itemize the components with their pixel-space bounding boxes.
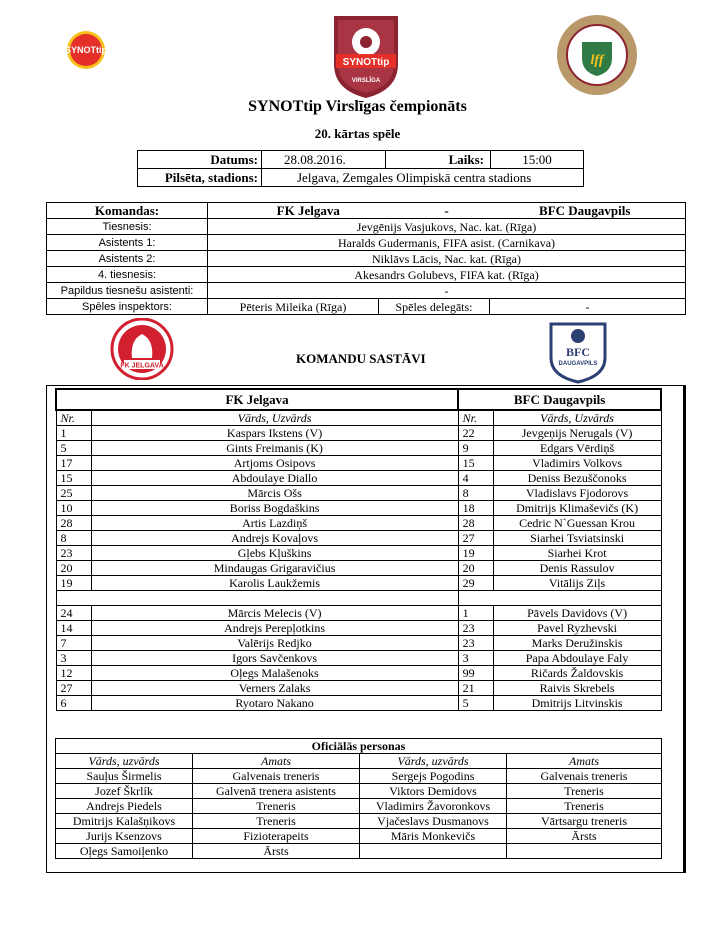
away-team-name: BFC Daugavpils (539, 202, 631, 218)
lineup-row (56, 501, 661, 516)
home-player-number: 1 (56, 426, 91, 441)
home-official-role: Treneris (193, 799, 360, 814)
delegate-label: Spēles delegāts: (379, 299, 490, 315)
away-player-name: Vladimirs Volkovs (493, 456, 661, 471)
venue-label: Pilsēta, stadions: (138, 169, 262, 187)
away-player-name: Jevgeņijs Nerugals (V) (493, 426, 661, 441)
referee-value: Jevgēnijs Vasjukovs, Nac. kat. (Rīga) (208, 219, 686, 235)
svg-text:SYNOTtip: SYNOTtip (65, 45, 107, 55)
lineup-row (56, 441, 661, 456)
team-officials-title: Oficiālās personas (56, 739, 662, 754)
teams-label: Komandas: (47, 203, 208, 219)
home-player-number: 3 (56, 651, 91, 666)
away-player-name: Siarhei Tsviatsinski (493, 531, 661, 546)
bfc-daugavpils-logo (547, 318, 609, 384)
away-official-name: Sergejs Pogodins (360, 769, 507, 784)
home-official-name: Jurijs Ksenzovs (56, 829, 193, 844)
away-player-number: 20 (458, 561, 493, 576)
home-player-name: Mārcis Ošs (91, 486, 458, 501)
delegate-value: - (490, 299, 686, 315)
away-player-number: 8 (458, 486, 493, 501)
away-player-number: 21 (458, 681, 493, 696)
away-official-role-header: Amats (507, 754, 662, 769)
away-official-role: Treneris (507, 799, 662, 814)
away-official-role: Vārtsargu treneris (507, 814, 662, 829)
home-name-header: Vārds, Uzvārds (91, 410, 458, 426)
away-player-name: Marks Deružinskis (493, 636, 661, 651)
home-player-number: 24 (56, 606, 91, 621)
away-official-name: Vjačeslavs Dusmanovs (360, 814, 507, 829)
lineup-row (56, 636, 661, 651)
away-player-name: Siarhei Krot (493, 546, 661, 561)
away-player-name: Pavel Ryzhevski (493, 621, 661, 636)
page-title: SYNOTtip Virslīgas čempionāts (248, 98, 467, 115)
home-player-number: 23 (56, 546, 91, 561)
home-player-number: 14 (56, 621, 91, 636)
referees-table (46, 202, 686, 315)
away-player-name: Ričards Žaldovskis (493, 666, 661, 681)
lineup-row (56, 576, 661, 591)
home-player-name: Artjoms Osipovs (91, 456, 458, 471)
home-player-name: Andrejs Kovaļovs (91, 531, 458, 546)
away-player-number: 99 (458, 666, 493, 681)
date-label: Datums: (138, 151, 262, 169)
away-player-number: 9 (458, 441, 493, 456)
svg-text:lff: lff (590, 53, 604, 68)
away-player-number: 4 (458, 471, 493, 486)
teams-row (208, 203, 686, 219)
home-player-number: 17 (56, 456, 91, 471)
svg-text:DAUGAVPILS: DAUGAVPILS (558, 361, 598, 367)
away-player-name: Vladislavs Fjodorovs (493, 486, 661, 501)
lineup-gap-row (56, 591, 661, 606)
gap-cell (56, 591, 458, 606)
home-player-name: Karolis Laukžemis (91, 576, 458, 591)
inspector-value: Pēteris Mileika (Rīga) (208, 299, 379, 315)
home-player-name: Gints Freimanis (K) (91, 441, 458, 456)
lineup-row (56, 666, 661, 681)
home-player-number: 19 (56, 576, 91, 591)
home-nr-header: Nr. (56, 410, 91, 426)
away-player-number: 18 (458, 501, 493, 516)
away-player-number: 15 (458, 456, 493, 471)
home-player-name: Artis Lazdiņš (91, 516, 458, 531)
lineup-row (56, 426, 661, 441)
away-player-number: 3 (458, 651, 493, 666)
away-player-number: 29 (458, 576, 493, 591)
home-player-name: Boriss Bogdaškins (91, 501, 458, 516)
home-player-number: 20 (56, 561, 91, 576)
extra-assistants-label: Papildus tiesnešu asistenti: (47, 283, 208, 299)
fk-jelgava-logo (110, 318, 174, 380)
home-player-number: 5 (56, 441, 91, 456)
away-nr-header: Nr. (458, 410, 493, 426)
away-official-role: Treneris (507, 784, 662, 799)
home-player-name: Kaspars Ikstens (V) (91, 426, 458, 441)
away-official-name: Māris Monkevičs (360, 829, 507, 844)
away-official-name: Vladimirs Žavoronkovs (360, 799, 507, 814)
home-official-name-header: Vārds, uzvārds (56, 754, 193, 769)
lineups-table (55, 388, 662, 711)
home-player-name: Andrejs Perepļotkins (91, 621, 458, 636)
home-player-number: 8 (56, 531, 91, 546)
gap-cell (458, 591, 661, 606)
lineup-row (56, 606, 661, 621)
svg-text:SYNOTtip: SYNOTtip (342, 57, 390, 68)
home-player-name: Mindaugas Grigaravičius (91, 561, 458, 576)
fourth-official-value: Akesandrs Golubevs, FIFA kat. (Rīga) (208, 267, 686, 283)
away-player-number: 19 (458, 546, 493, 561)
home-player-number: 15 (56, 471, 91, 486)
venue-value: Jelgava, Zemgales Olimpiskā centra stadions (262, 169, 584, 187)
date-value: 28.08.2016. (262, 151, 386, 169)
home-official-name: Andrejs Piedels (56, 799, 193, 814)
home-player-name: Ryotaro Nakano (91, 696, 458, 711)
home-official-name: Sauļus Širmelis (56, 769, 193, 784)
home-official-role: Galvenā trenera asistents (193, 784, 360, 799)
home-official-role: Galvenais treneris (193, 769, 360, 784)
away-team-header: BFC Daugavpils (458, 389, 661, 410)
home-official-role-header: Amats (193, 754, 360, 769)
home-player-name: Mārcis Melecis (V) (91, 606, 458, 621)
team-officials-table (55, 738, 662, 859)
svg-text:VIRSLĪGA: VIRSLĪGA (351, 78, 381, 84)
away-player-name: Deniss Bezuščonoks (493, 471, 661, 486)
home-player-name: Oļegs Malašenoks (91, 666, 458, 681)
official-row (56, 769, 662, 784)
away-official-name: Viktors Demidovs (360, 784, 507, 799)
lineup-row (56, 651, 661, 666)
official-row (56, 814, 662, 829)
away-player-name: Cedric N`Guessan Krou (493, 516, 661, 531)
home-player-number: 7 (56, 636, 91, 651)
official-row (56, 844, 662, 859)
virsliga-league-logo (326, 12, 406, 100)
away-player-name: Raivis Skrebels (493, 681, 661, 696)
round-title: 20. kārtas spēle (314, 126, 401, 141)
svg-text:BFC: BFC (566, 345, 590, 359)
away-player-name: Edgars Vērdiņš (493, 441, 661, 456)
away-player-name: Dmitrijs Klimaševičs (K) (493, 501, 661, 516)
extra-assistants-value: - (208, 283, 686, 299)
away-player-name: Pāvels Davidovs (V) (493, 606, 661, 621)
official-row (56, 799, 662, 814)
home-player-name: Igors Savčenkovs (91, 651, 458, 666)
away-official-name (360, 844, 507, 859)
match-info-table (137, 150, 584, 187)
time-value: 15:00 (491, 151, 584, 169)
lineup-row (56, 531, 661, 546)
away-name-header: Vārds, Uzvārds (493, 410, 661, 426)
away-player-number: 28 (458, 516, 493, 531)
away-official-role: Galvenais treneris (507, 769, 662, 784)
official-row (56, 784, 662, 799)
away-player-name: Papa Abdoulaye Faly (493, 651, 661, 666)
away-player-name: Denis Rassulov (493, 561, 661, 576)
home-team-name: FK Jelgava (276, 202, 340, 218)
home-player-name: Abdoulaye Diallo (91, 471, 458, 486)
lineup-row (56, 546, 661, 561)
away-official-role: Ārsts (507, 829, 662, 844)
home-player-number: 27 (56, 681, 91, 696)
assistant2-value: Niklāvs Lācis, Nac. kat. (Rīga) (208, 251, 686, 267)
lineup-row (56, 471, 661, 486)
home-player-number: 6 (56, 696, 91, 711)
fourth-official-label: 4. tiesnesis: (47, 267, 208, 283)
squads-title: KOMANDU SASTĀVI (296, 351, 426, 366)
away-player-number: 23 (458, 636, 493, 651)
away-player-name: Dmitrijs Litvinskis (493, 696, 661, 711)
away-player-number: 22 (458, 426, 493, 441)
referee-label: Tiesnesis: (47, 219, 208, 235)
lineup-row (56, 621, 661, 636)
home-team-header: FK Jelgava (56, 389, 458, 410)
lineup-row (56, 561, 661, 576)
lineup-row (56, 681, 661, 696)
home-official-role: Fizioterapeits (193, 829, 360, 844)
home-official-name: Oļegs Samoiļenko (56, 844, 193, 859)
home-official-name: Jozef Škrlík (56, 784, 193, 799)
lineup-row (56, 516, 661, 531)
away-official-name-header: Vārds, uzvārds (360, 754, 507, 769)
home-official-name: Dmitrijs Kalašņikovs (56, 814, 193, 829)
away-player-number: 1 (458, 606, 493, 621)
away-player-number: 5 (458, 696, 493, 711)
lff-federation-logo (556, 14, 638, 96)
fk-jelgava-logo-text: FK JELGAVA (120, 362, 164, 370)
home-official-role: Ārsts (193, 844, 360, 859)
home-player-number: 25 (56, 486, 91, 501)
inspector-label: Spēles inspektors: (47, 299, 208, 315)
synottip-sponsor-logo (60, 30, 112, 70)
away-player-name: Vitālijs Ziļs (493, 576, 661, 591)
away-player-number: 23 (458, 621, 493, 636)
home-player-name: Gļebs Kļuškins (91, 546, 458, 561)
lineup-row (56, 696, 661, 711)
home-official-role: Treneris (193, 814, 360, 829)
teams-separator: - (444, 202, 449, 218)
home-player-number: 12 (56, 666, 91, 681)
home-player-number: 10 (56, 501, 91, 516)
lineup-row (56, 456, 661, 471)
time-label: Laiks: (386, 151, 491, 169)
assistant2-label: Asistents 2: (47, 251, 208, 267)
lineup-row (56, 486, 661, 501)
away-player-number: 27 (458, 531, 493, 546)
assistant1-label: Asistents 1: (47, 235, 208, 251)
home-player-name: Verners Zalaks (91, 681, 458, 696)
assistant1-value: Haralds Gudermanis, FIFA asist. (Carnikava) (208, 235, 686, 251)
official-row (56, 829, 662, 844)
away-official-role (507, 844, 662, 859)
home-player-number: 28 (56, 516, 91, 531)
home-player-name: Valērijs Redjko (91, 636, 458, 651)
